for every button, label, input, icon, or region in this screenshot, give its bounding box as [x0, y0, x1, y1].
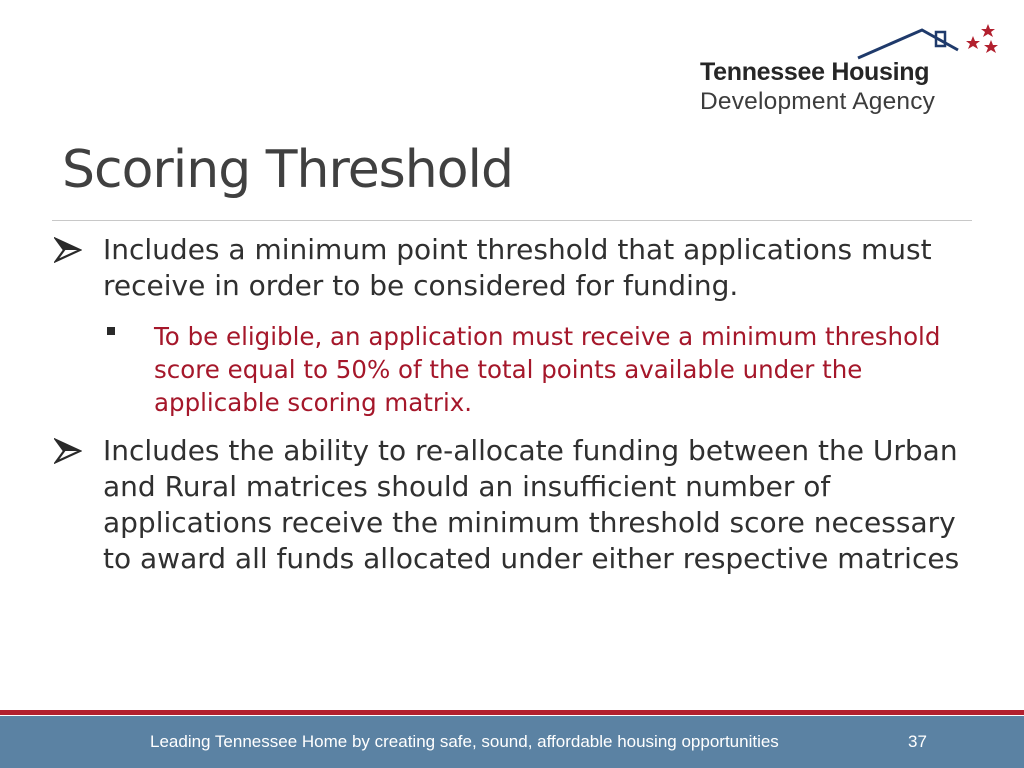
square-bullet-icon — [107, 327, 115, 335]
page-number: 37 — [908, 732, 927, 751]
slide-title: Scoring Threshold — [62, 140, 513, 200]
sub-bullet-text: To be eligible, an application must receive a minimum threshold score equal to 50% of the total points available under the applicable scoring matrix. — [154, 322, 941, 417]
sub-bullet-item — [52, 320, 972, 419]
title-divider — [52, 220, 972, 221]
footer-accent-bar — [0, 710, 1024, 715]
footer-bar — [0, 716, 1024, 768]
thda-logo — [696, 22, 1002, 118]
arrow-bullet-icon — [54, 438, 82, 464]
footer-tagline: Leading Tennessee Home by creating safe, sound, affordable housing opportunities — [150, 732, 779, 751]
bullet-item — [52, 232, 972, 304]
bullet-text: Includes the ability to re-allocate funding between the Urban and Rural matrices should an insufficient number of applications receive the minimum threshold score necessary to award all funds allocated under either respective matrices — [103, 434, 960, 575]
house-roof-stars-icon — [696, 22, 1002, 62]
logo-subtitle: Development Agency — [700, 88, 936, 115]
arrow-bullet-icon — [54, 237, 82, 263]
bullet-item — [52, 433, 972, 577]
logo-title: Tennessee Housing — [700, 58, 930, 86]
bullet-list — [52, 232, 972, 577]
bullet-text: Includes a minimum point threshold that applications must receive in order to be considered for funding. — [103, 233, 932, 302]
